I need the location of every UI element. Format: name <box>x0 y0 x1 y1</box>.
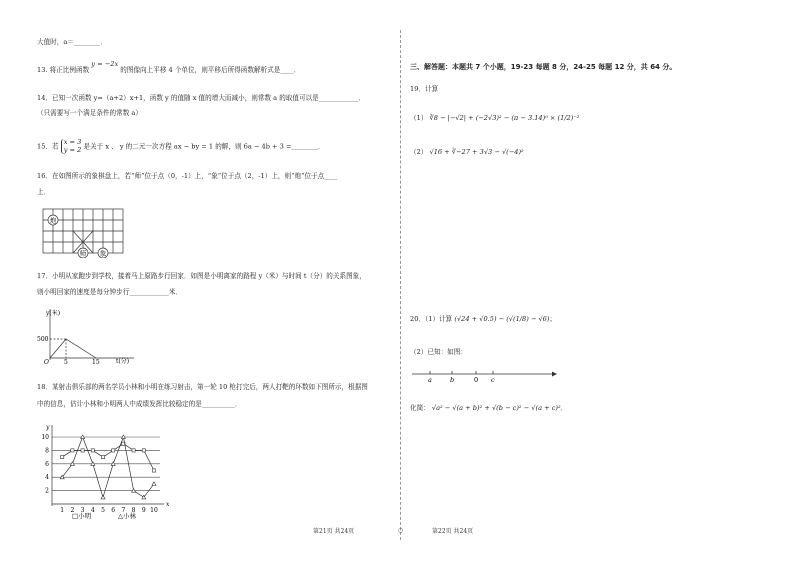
y-tick-label: 10 <box>41 434 49 441</box>
q20-part1-expression: (√24 + √0.5) − (√(1/8) − √6) <box>454 315 550 323</box>
x-tick-label: 3 <box>80 507 85 514</box>
page-divider <box>398 30 404 540</box>
point-b-label: b <box>450 376 455 384</box>
origin-label: O <box>44 359 49 364</box>
legend-xiaolin: △小林 <box>118 512 136 520</box>
distance-line <box>50 339 96 358</box>
y-tick-label: 6 <box>45 460 49 468</box>
x-tick-label: 2 <box>70 507 75 514</box>
svg-text:象: 象 <box>99 249 107 258</box>
x-tick-label: 6 <box>111 507 116 514</box>
center-binding-mark: ○ <box>398 527 404 534</box>
series-point-square <box>71 449 74 452</box>
x-axis-label: t(分) <box>116 358 130 364</box>
q13-line: 13. 将正比例函数 y = −2x 的图像向上平移 4 个单位，则平移后所得函数解析式是____． <box>37 60 301 74</box>
series-point-square <box>101 456 104 459</box>
q18-line2: 中的信息，估计小林和小明两人中成绩发挥比较稳定的是__________． <box>37 400 242 408</box>
q18-line1: 18．某射击俱乐部的两名学员小林和小明在练习射击，第一轮 10 枪打完后，两人打靶的环数如下图所示，根据图 <box>37 383 368 391</box>
series-point-square <box>152 469 155 472</box>
y-tick-label: 2 <box>45 487 49 495</box>
svg-text:师: 师 <box>79 249 87 258</box>
q15-system: x = 3 y = 2 <box>61 139 82 154</box>
y-tick-label: 8 <box>45 447 49 455</box>
x-tick-label: 8 <box>131 507 136 514</box>
tick-5: 5 <box>64 359 68 364</box>
legend-xiaoming: □小明 <box>72 512 92 520</box>
q12-tail-line: 大值时，a＝________． <box>37 38 107 46</box>
q19-title: 19．计算 <box>410 85 439 93</box>
q16-line2: 上． <box>37 188 51 196</box>
q17-line2: 则小明回家的速度是每分钟步行____________米． <box>37 288 183 296</box>
shooting-scores-chart <box>34 421 174 521</box>
q14-line1: 14．已知一次函数 y=（a+2）x+1，函数 y 的值随 x 值的增大而减小，则常数 a 的取值可以是____________． <box>37 94 365 102</box>
q20-simplify-expression: √a² − √(a + b)² + √(b − c)² − √(a + c)² <box>431 404 561 412</box>
point-a-label: a <box>428 376 432 384</box>
chess-piece-xiang <box>98 248 108 258</box>
y-axis-label: y(米) <box>46 310 61 317</box>
q19-part1: （1） ∛8 − |−√2| + (−2√3)² − (π − 3.14)⁰ × (1/2)⁻² <box>410 114 580 122</box>
series-point-square <box>91 449 94 452</box>
q19-part2-expression: √16 + ∛−27 + 3√3 − √(−4)² <box>429 148 524 156</box>
tick-500: 500 <box>37 336 49 343</box>
x-tick-label: 5 <box>101 507 105 514</box>
q19-part2: （2） √16 + ∛−27 + 3√3 − √(−4)² <box>410 148 524 156</box>
q17-line1: 17．小明从家跑步到学校，接着马上原路步行回家．如图是小明离家的路程 y（米）与时间 t（分）的关系图象， <box>37 272 366 280</box>
x-tick-label: 9 <box>141 507 146 514</box>
section-title: 三、解答题：本题共 7 个小题，19-23 每题 8 分，24-25 每题 12 分，共 64 分。 <box>410 63 677 71</box>
q20-part1: 20．（1）计算 (√24 + √0.5) − (√(1/8) − √6)； <box>410 315 557 323</box>
y-axis-label: y <box>46 424 50 431</box>
series-point-triangle <box>101 495 105 499</box>
series-point-square <box>81 449 84 452</box>
tick-15: 15 <box>92 359 100 364</box>
q20-part2: （2）已知：如图： <box>410 348 467 356</box>
series-point-square <box>132 449 135 452</box>
x-tick-label: 10 <box>150 507 158 514</box>
series-point-square <box>61 456 64 459</box>
footer-left-page-number: 第21页 共24页 <box>313 528 355 535</box>
origin-zero-label: 0 <box>474 376 479 384</box>
y-tick-label: 4 <box>45 474 49 482</box>
x-tick-label: 7 <box>121 507 126 514</box>
q19-part1-expression: ∛8 − |−√2| + (−2√3)² − (π − 3.14)⁰ × (1/2)⁻² <box>429 114 580 122</box>
chess-board-figure <box>38 206 128 258</box>
series-point-square <box>142 449 145 452</box>
series-point-triangle <box>152 482 156 486</box>
chess-piece-pao <box>48 215 58 225</box>
footer-right-page-number: 第22页 共24页 <box>432 528 474 535</box>
x-tick-label: 4 <box>90 507 95 514</box>
series-point-square <box>112 449 115 452</box>
distance-time-graph <box>36 306 136 364</box>
q15-line: 15．若 x = 3 y = 2 是关于 x 、 y 的二元一次方程 ax − by = 1 的解，则 6a − 4b + 3 =________． <box>37 138 325 154</box>
q20-simplify: 化简： √a² − √(a + b)² + √(b − c)² − √(a + c)²． <box>410 404 568 412</box>
q13-function: y = −2x <box>91 60 119 68</box>
number-line <box>410 366 560 384</box>
series-line-0 <box>62 444 154 471</box>
series-line-1 <box>62 437 154 497</box>
x-axis-label: x <box>166 501 170 508</box>
chess-piece-shi <box>78 248 88 258</box>
q16-line1: 16．在如图所示的象棋盘上，若“师”位于点（0，-1）上，“象”位于点（2，-1）上，则“炮”位于点____ <box>37 172 338 180</box>
svg-text:炮: 炮 <box>49 216 57 225</box>
q14-line2: （只需要写一个满足条件的常数 a） <box>37 109 142 117</box>
x-tick-label: 1 <box>60 507 65 514</box>
point-c-label: c <box>491 376 495 384</box>
